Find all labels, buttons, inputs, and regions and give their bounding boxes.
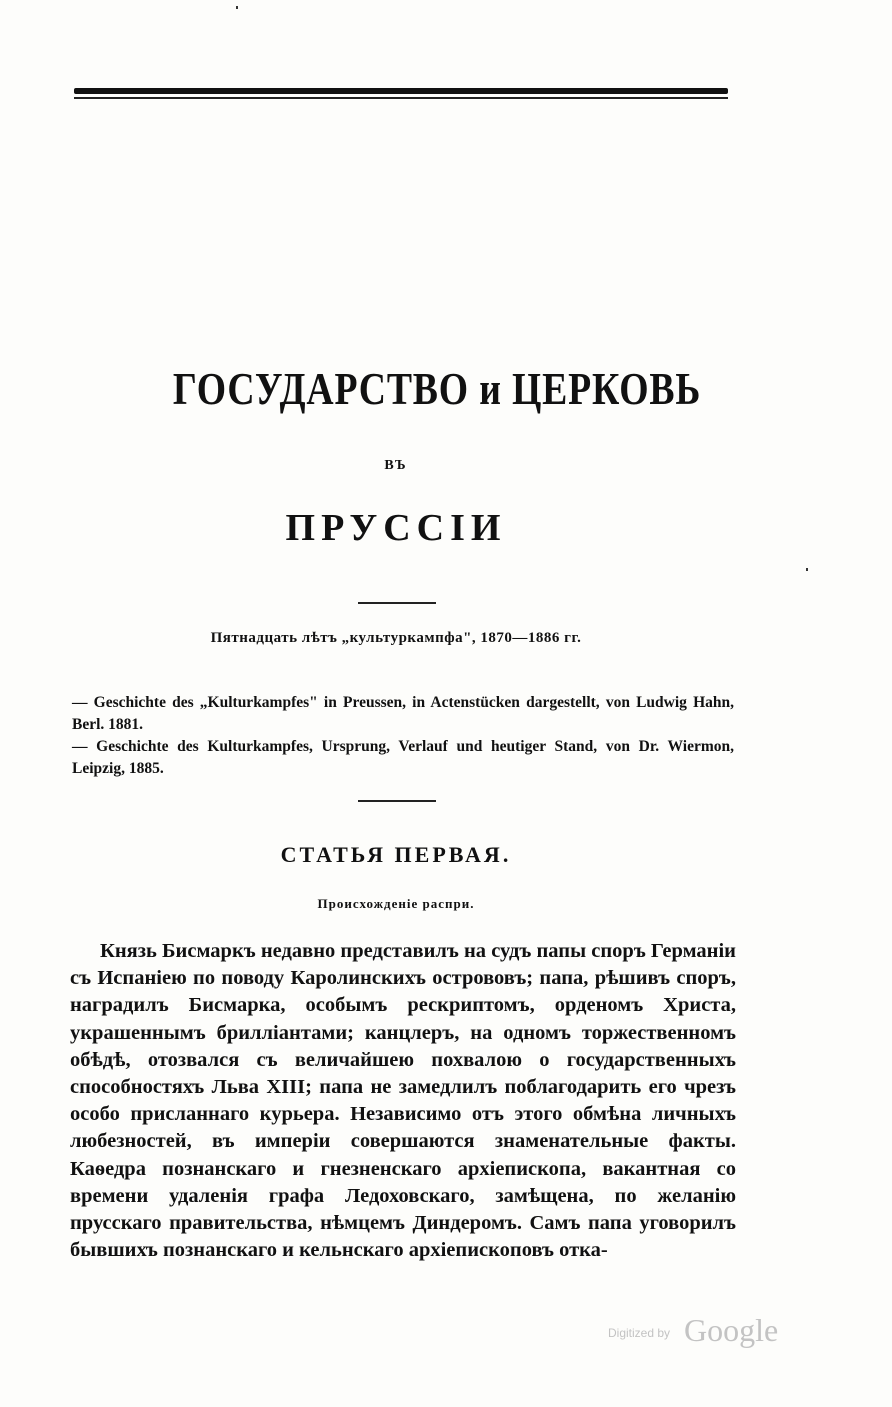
scan-speck bbox=[806, 568, 808, 571]
section-subheading: Происхожденіе распри. bbox=[317, 896, 475, 911]
divider-rule bbox=[358, 602, 436, 604]
page-title: ГОСУДАРСТВО и ЦЕРКОВЬ bbox=[172, 363, 702, 414]
subtitle: Пятнадцать лѣтъ „культуркампфа", 1870—1886 гг. bbox=[210, 630, 582, 646]
section-heading: СТАТЬЯ ПЕРВАЯ. bbox=[280, 842, 512, 867]
header-double-rule bbox=[74, 88, 728, 94]
reference-item: — Geschichte des „Kulturkampfes" in Preussen, in Actenstücken dargestellt, von Ludwig Hahn, Berl. 1881. bbox=[72, 694, 734, 733]
bibliography-references bbox=[72, 692, 734, 780]
reference-item: — Geschichte des Kulturkampfes, Ursprung, Verlauf und heutiger Stand, von Dr. Wiermon, Leipzig, 1885. bbox=[72, 738, 734, 777]
body-text bbox=[70, 938, 736, 1264]
google-logo: Google bbox=[684, 1312, 779, 1348]
watermark-prefix: Digitized by bbox=[608, 1326, 671, 1340]
title-connector: ВЪ bbox=[384, 458, 408, 473]
digitization-watermark bbox=[608, 1312, 798, 1352]
scan-speck bbox=[236, 6, 238, 9]
title-country: ПРУССІИ bbox=[285, 507, 507, 549]
divider-rule bbox=[358, 800, 436, 802]
body-paragraph: Князь Бисмаркъ недавно представилъ на судъ папы споръ Германіи съ Испаніею по поводу Каролинскихъ острововъ; папа, рѣшивъ споръ, наградилъ Бисмарка, особымъ рескриптомъ, орденомъ Христа, украшеннымъ бриллiантами; канцлеръ, на одномъ торжественномъ обѣдѣ, отозвался съ величайшею похвалою о государственныхъ способностяхъ Льва XIII; папа не замедлилъ поблагодарить его чрезъ особо присланнаго курьера. Независимо отъ этого обмѣна личныхъ любезностей, въ имперіи совершаются знаменательные факты. Каѳедра познанскаго и гнезненскаго архіепископа, вакантная со времени удаленія графа Ледоховскаго, замѣщена, по желанію прусскаго правительства, нѣмцемъ Диндеромъ. Самъ папа уговорилъ бывшихъ познанскаго и кельнскаго архіепископовъ отка- bbox=[70, 940, 736, 1262]
